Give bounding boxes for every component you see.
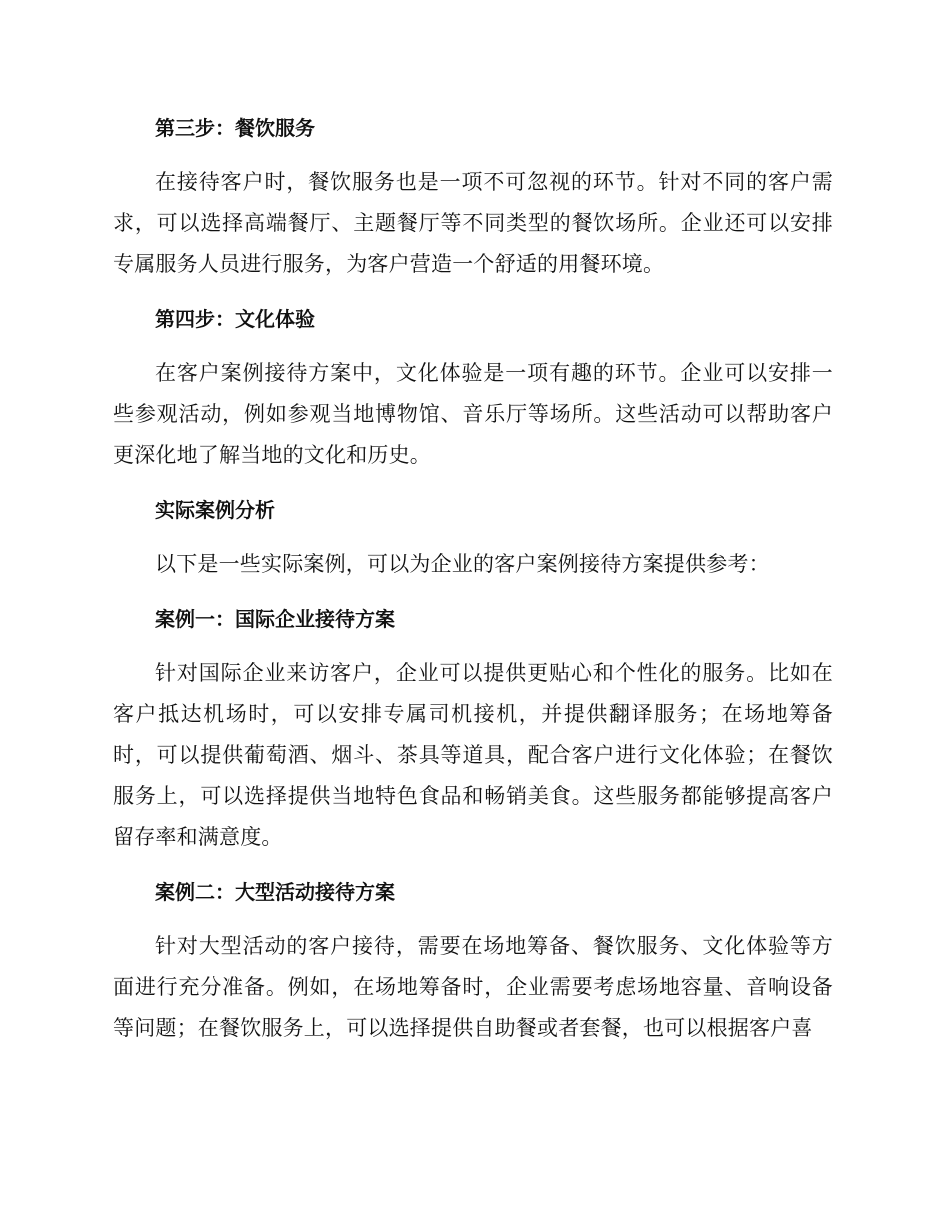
document-page (113, 108, 833, 1063)
section-body-step3: 在接待客户时，餐饮服务也是一项不可忽视的环节。针对不同的客户需求，可以选择高端餐厅、主题餐厅等不同类型的餐饮场所。企业还可以安排专属服务人员进行服务，为客户营造一个舒适的用餐环境。 (113, 170, 833, 276)
section-heading-case2: 案例二：大型活动接待方案 (155, 880, 395, 904)
section-body-case1: 针对国际企业来访客户，企业可以提供更贴心和个性化的服务。比如在客户抵达机场时，可以安排专属司机接机，并提供翻译服务；在场地筹备时，可以提供葡萄酒、烟斗、茶具等道具，配合客户进行文化体验；在餐饮服务上，可以选择提供当地特色食品和畅销美食。这些服务都能够提高客户留存率和满意度。 (113, 661, 833, 849)
section-body-case2: 针对大型活动的客户接待，需要在场地筹备、餐饮服务、文化体验等方面进行充分准备。例如，在场地筹备时，企业需要考虑场地容量、音响设备等问题；在餐饮服务上，可以选择提供自助餐或者套餐，也可以根据客户喜 (113, 934, 833, 1040)
section-body-case-analysis: 以下是一些实际案例，可以为企业的客户案例接待方案提供参考： (155, 552, 770, 576)
section-heading-case-analysis: 实际案例分析 (155, 498, 275, 522)
section-heading-case1: 案例一：国际企业接待方案 (155, 607, 395, 631)
section-heading-step3: 第三步：餐饮服务 (155, 116, 315, 140)
section-heading-step4: 第四步：文化体验 (155, 307, 315, 331)
section-body-step4: 在客户案例接待方案中，文化体验是一项有趣的环节。企业可以安排一些参观活动，例如参观当地博物馆、音乐厅等场所。这些活动可以帮助客户更深化地了解当地的文化和历史。 (113, 361, 833, 467)
